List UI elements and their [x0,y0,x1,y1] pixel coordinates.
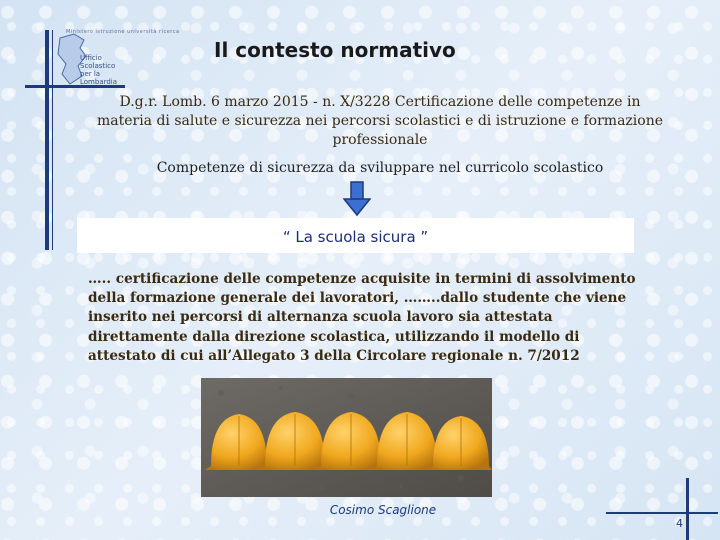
logo-text [80,54,140,86]
la-scuola-sicura-label: “ La scuola sicura ” [282,228,429,246]
highlight-box [77,218,634,253]
normative-reference: D.g.r. Lomb. 6 marzo 2015 - n. X/3228 Certificazione delle competenze in materia di salute e sicurezza nei percorsi scolastici e di istruzione e formazione professionale [96,94,664,148]
body-paragraph: ….. certificazione delle competenze acquisite in termini di assolvimento della formazione generale dei lavoratori, ……..dallo studente che viene inserito nei percorsi di alternanza scuola lavoro sia attestata direttamente dalla direzione scolastica, utilizzando il modello di attestato di cui all’Allegato 3 della Circolare regionale n. 7/2012 [88,271,636,364]
frame-horizontal-line-bottom [606,512,718,514]
competenze-heading: Competenze di sicurezza da sviluppare nel curricolo scolastico [156,160,604,176]
logo-line: Ufficio [80,54,102,62]
logo-caption: Ministero istruzione università ricerca [66,29,180,35]
logo-line: per la [80,70,101,78]
logo-line: Scolastico [80,62,116,70]
author-name: Cosimo Scaglione [329,503,437,517]
arrow-down-icon [343,181,371,221]
hard-hats-photo [201,378,492,497]
logo-line: Lombardia [80,78,118,86]
slide-title: Il contesto normativo [214,38,456,62]
frame-vertical-line-right [686,478,689,540]
frame-vertical-line-left-thin [52,30,53,250]
frame-vertical-line-left [45,30,49,250]
page-number: 4 [676,517,683,530]
